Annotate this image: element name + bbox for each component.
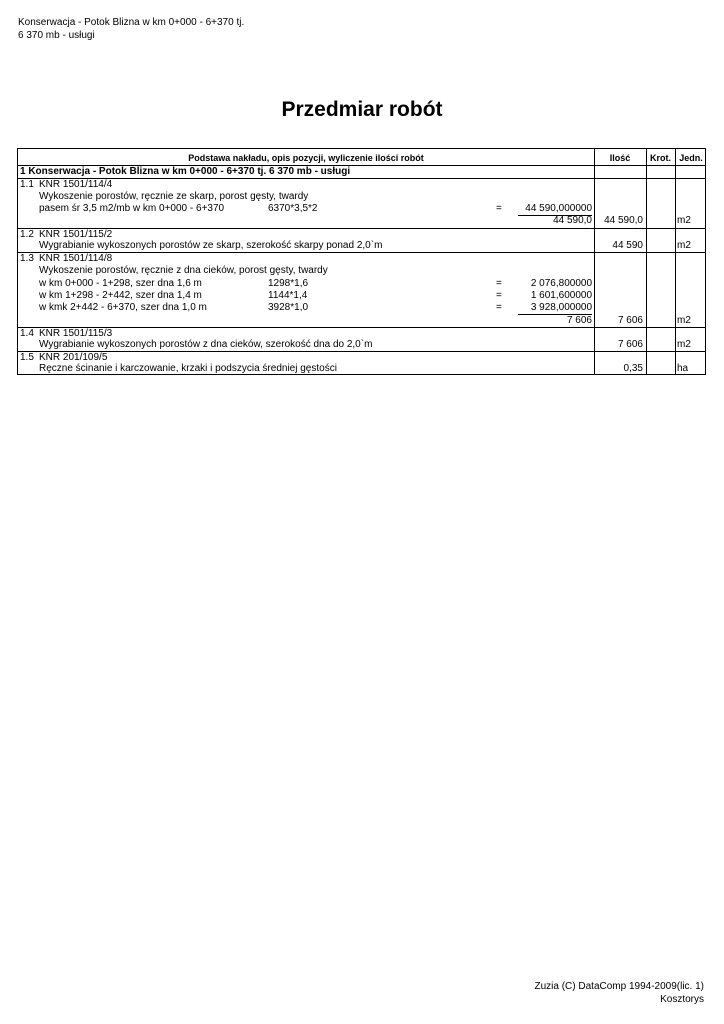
calc-formula: 1298*1,6 <box>268 278 309 289</box>
page-title: Przedmiar robót <box>281 98 443 121</box>
item-number: 1.2 <box>20 229 34 240</box>
calc-value: 1 601,600000 <box>530 290 592 301</box>
item-unit: m2 <box>677 215 691 226</box>
calc-value: 3 928,000000 <box>518 302 592 315</box>
item-description: pasem śr 3,5 m2/mb w km 0+000 - 6+370 <box>39 203 225 214</box>
item-quantity: 44 590,0 <box>604 215 643 226</box>
row-divider <box>18 351 705 352</box>
calc-formula: 1144*1,4 <box>268 290 308 301</box>
item-description: Ręczne ścinanie i karczowanie, krzaki i podszycia średniej gęstości <box>39 363 337 374</box>
calc-label: w km 1+298 - 2+442, szer dna 1,4 m <box>39 290 202 301</box>
item-unit: m2 <box>677 339 691 350</box>
calc-label: w km 0+000 - 1+298, szer dna 1,6 m <box>39 278 202 289</box>
item-code: KNR 201/109/5 <box>39 352 108 363</box>
footer-software-line: Zuzia (C) DataComp 1994-2009(lic. 1) <box>534 981 704 992</box>
document-footer <box>534 980 704 1006</box>
document-header <box>18 16 244 42</box>
calc-equals: = <box>496 203 502 214</box>
calc-value: 44 590,000000 <box>518 203 592 216</box>
item-code: KNR 1501/115/2 <box>39 229 113 240</box>
item-description: Wykoszenie porostów, ręcznie z dna cieków, porost gęsty, twardy <box>39 265 328 276</box>
item-unit: m2 <box>677 315 691 326</box>
calc-formula: 6370*3,5*2 <box>268 203 318 214</box>
item-quantity: 7 606 <box>617 339 643 350</box>
item-number: 1.5 <box>20 352 34 363</box>
item-number: 1.3 <box>20 253 34 264</box>
calc-value: 2 076,800000 <box>530 278 592 289</box>
item-quantity: 44 590 <box>612 240 643 251</box>
calc-formula: 3928*1,0 <box>268 302 309 313</box>
column-divider <box>646 149 647 374</box>
column-header-description: Podstawa nakładu, opis pozycji, wyliczenie ilości robót <box>188 153 424 163</box>
header-project-line: Konserwacja - Potok Blizna w km 0+000 - 6+370 tj. <box>18 17 245 28</box>
row-divider <box>18 178 705 179</box>
item-description: Wygrabianie wykoszonych porostów z dna cieków, szerokość dna do 2,0`m <box>39 339 373 350</box>
item-quantity: 0,35 <box>623 363 643 374</box>
row-divider <box>18 228 705 229</box>
row-divider <box>18 327 705 328</box>
footer-doc-type: Kosztorys <box>660 994 704 1005</box>
item-quantity: 7 606 <box>617 315 643 326</box>
header-scope-line: 6 370 mb - usługi <box>18 30 95 41</box>
calc-equals: = <box>496 302 502 313</box>
calc-subtotal: 7 606 <box>566 315 592 326</box>
przedmiar-table <box>17 148 706 375</box>
column-header-krot: Krot. <box>650 153 671 163</box>
item-number: 1.1 <box>20 179 34 190</box>
column-header-quantity: Ilość <box>609 153 631 163</box>
calc-equals: = <box>496 278 502 289</box>
calc-equals: = <box>496 290 502 301</box>
item-description: Wykoszenie porostów, ręcznie ze skarp, porost gęsty, twardy <box>39 191 309 202</box>
calc-subtotal: 44 590,0 <box>553 215 592 226</box>
item-code: KNR 1501/115/3 <box>39 328 113 339</box>
calc-label: w kmk 2+442 - 6+370, szer dna 1,0 m <box>39 302 207 313</box>
column-divider <box>675 149 676 374</box>
column-header-unit: Jedn. <box>679 153 703 163</box>
item-unit: ha <box>677 363 689 374</box>
item-unit: m2 <box>677 240 691 251</box>
row-divider <box>18 252 705 253</box>
item-code: KNR 1501/114/4 <box>39 179 113 190</box>
item-number: 1.4 <box>20 328 34 339</box>
section-title: 1 Konserwacja - Potok Blizna w km 0+000 - 6+370 tj. 6 370 mb - usługi <box>20 166 351 177</box>
item-description: Wygrabianie wykoszonych porostów ze skarp, szerokość skarpy ponad 2,0`m <box>39 240 383 251</box>
item-code: KNR 1501/114/8 <box>39 253 113 264</box>
